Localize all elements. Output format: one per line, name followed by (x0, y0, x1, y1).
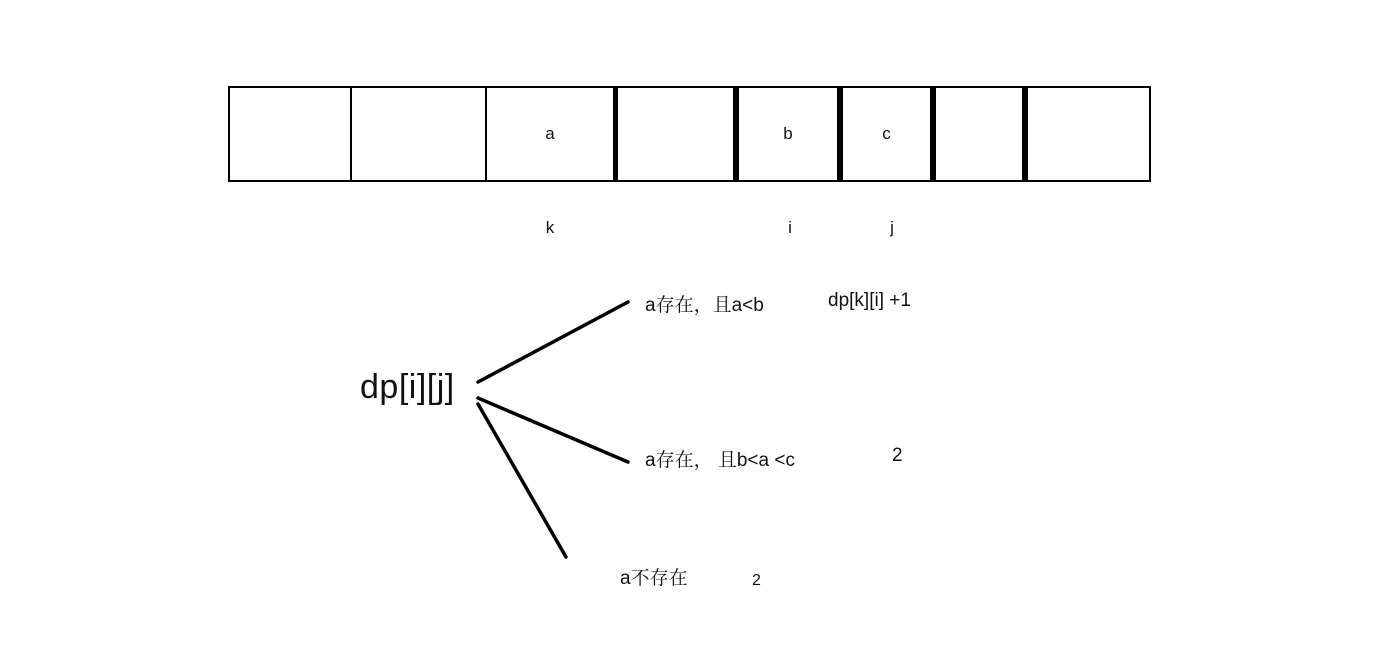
dp-root-label: dp[i][j] (360, 368, 455, 406)
branch-3-condition: a不存在 (620, 568, 688, 589)
array-cell (616, 86, 736, 182)
index-label-k: k (545, 218, 555, 237)
branch-1-value: dp[k][i] +1 (828, 290, 911, 311)
array-cell (350, 86, 485, 182)
index-label-i: i (788, 218, 792, 237)
branch-2-value: 2 (892, 445, 903, 466)
array-cell-b: b (736, 86, 840, 182)
array-cell (933, 86, 1025, 182)
array-cell (1025, 86, 1151, 182)
branch-1-condition: a存在，且a<b (645, 295, 764, 316)
branch-3-value: 2 (752, 572, 761, 589)
branch-2-condition: a存在， 且b<a <c (645, 450, 795, 471)
index-label-j: j (890, 218, 894, 237)
array-strip (228, 86, 1151, 182)
array-cell (228, 86, 350, 182)
array-cell-c: c (840, 86, 933, 182)
array-cell-a: a (485, 86, 616, 182)
